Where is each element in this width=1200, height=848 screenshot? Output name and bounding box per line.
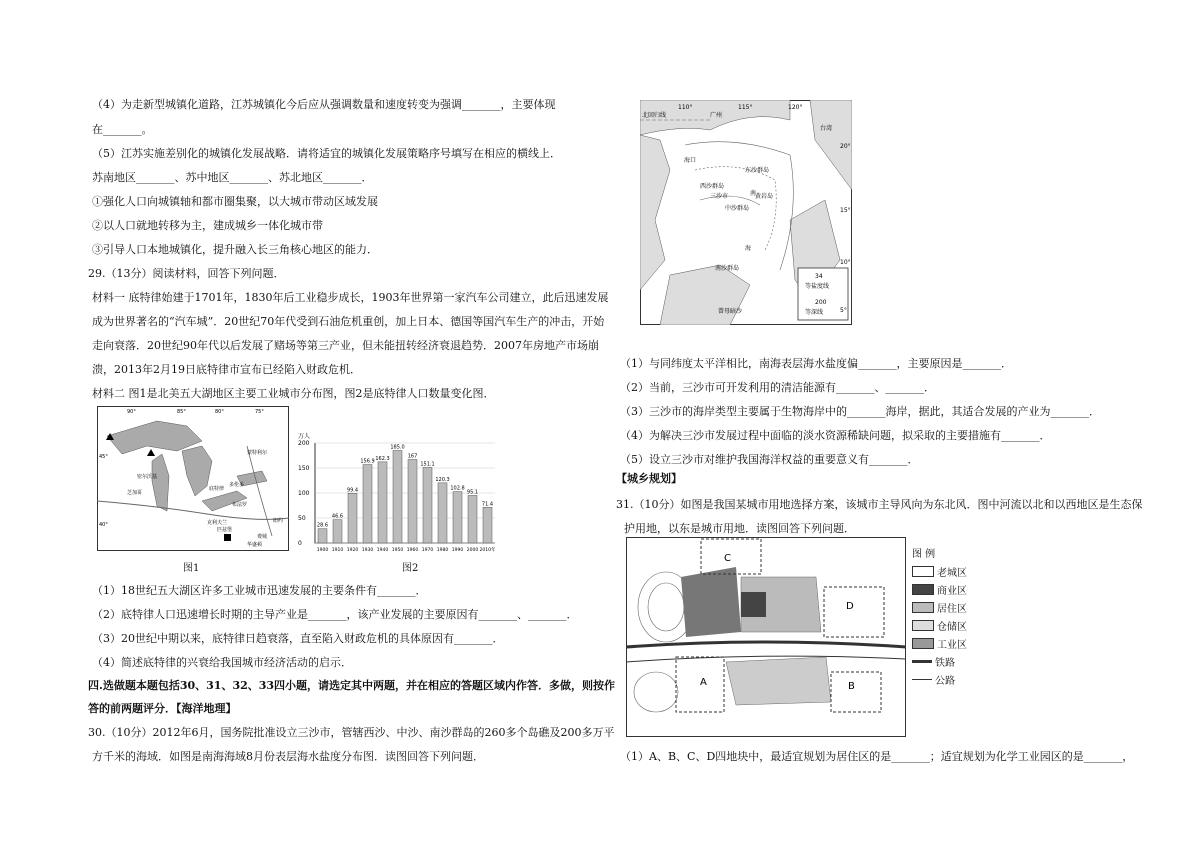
map-place-label: 北回归线 — [642, 112, 667, 119]
legend-label: 居住区 — [937, 604, 967, 615]
chart-value-label: 156.9 — [360, 458, 375, 465]
map-axis-label: 110° — [678, 104, 693, 111]
chart-bar — [438, 483, 447, 543]
axis-label: 85° — [177, 409, 186, 415]
city-label: 密尔沃基 — [137, 474, 158, 480]
axis-label: 90° — [127, 409, 136, 415]
city-map-legend — [912, 545, 992, 690]
chart-y-tick: 50 — [298, 515, 306, 522]
chart-y-tick: 200 — [298, 440, 310, 447]
chart-value-label: 99.4 — [346, 487, 359, 494]
legend-label: 公路 — [935, 676, 955, 687]
legend-label: 老城区 — [937, 568, 967, 579]
text-line: 材料二 图1是北美五大湖地区主要工业城市分布图，图2是底特律人口数量变化图． — [92, 387, 495, 400]
text-line: 31.（10分）如图是我国某城市用地选择方案，该城市主导风向为东北风．图中河流以北和以西地区是生态保 — [616, 498, 1143, 511]
block-c-label: C — [724, 553, 731, 564]
legend-swatch — [912, 566, 934, 577]
map-axis-label: 10° — [840, 259, 851, 266]
legend-label: 仓储区 — [937, 622, 967, 633]
city-label: 多伦多 — [229, 482, 245, 488]
chart-x-tick: 1920 — [346, 548, 359, 553]
text-line: （4）为走新型城镇化道路，江苏城镇化今后应从强调数量和速度转变为强调_______，主要体现 — [92, 98, 556, 111]
chart-y-tick: 150 — [298, 465, 310, 472]
text-line: （5）设立三沙市对维护我国海洋权益的重要意义有_______． — [620, 453, 919, 466]
axis-label: 45° — [99, 454, 108, 460]
map-axis-label: 5° — [840, 307, 847, 314]
chart-value-label: 120.3 — [435, 476, 450, 483]
legend-item — [912, 672, 992, 687]
chart-bar — [453, 492, 462, 543]
map-place-label: 南沙群岛 — [715, 265, 740, 272]
chart-y-tick: 100 — [298, 490, 310, 497]
text-line: （1）与同纬度太平洋相比，南海表层海水盐度偏_______，主要原因是_______． — [620, 357, 1012, 370]
chart-value-label: 102.8 — [450, 485, 465, 492]
map-place-label: 台湾 — [820, 125, 833, 132]
map-place-label: 南 — [750, 190, 757, 197]
chart-x-tick: 1970 — [421, 548, 434, 553]
axis-label: 75° — [255, 409, 264, 415]
chart-x-tick: 1960 — [406, 548, 419, 553]
figure-1-caption: 图1 — [183, 563, 200, 574]
chart-bar — [393, 451, 402, 544]
legend-swatch — [912, 679, 932, 680]
map-axis-label: 115° — [738, 104, 753, 111]
text-line: （2）当前，三沙市可开发利用的清洁能源有_______、_______． — [620, 381, 935, 394]
text-line: （2）底特律人口迅速增长时期的主导产业是_______，该产业发展的主要原因有_______、_______． — [92, 608, 578, 621]
chart-value-label: 71.4 — [481, 501, 494, 508]
map-place-label: 三沙市 — [710, 193, 729, 200]
legend-swatch — [912, 620, 934, 631]
chart-x-tick: 1910 — [331, 548, 344, 553]
city-label: 布法罗 — [232, 502, 248, 508]
old-town-area — [681, 567, 741, 637]
map-legend-label: 等深线 — [805, 309, 824, 316]
legend-item — [912, 600, 992, 615]
chart-bar — [483, 507, 492, 543]
legend-label: 商业区 — [937, 586, 967, 597]
map-place-label: 海口 — [684, 157, 697, 164]
city-label: 费城 — [257, 534, 268, 540]
text-line: 护用地，以东是城市用地．读图回答下列问题． — [624, 522, 855, 535]
legend-swatch — [912, 660, 932, 663]
map-place-label: 曾母暗沙 — [718, 308, 743, 315]
text-line: 溃，2013年2月19日底特律市宣布已经陷入财政危机． — [92, 363, 361, 376]
text-line: 在_______。 — [92, 123, 153, 136]
map-legend-label: 34 — [815, 273, 823, 280]
figure-2-caption: 图2 — [402, 563, 419, 574]
legend-title: 图 例 — [912, 549, 936, 560]
chart-bar — [333, 520, 342, 543]
chart-bar — [318, 529, 327, 543]
text-line: 成为世界著名的“汽车城”．20世纪70年代受到石油危机重创，加上日本、德国等国汽车生产的冲击，开始 — [92, 315, 605, 328]
legend-item — [912, 618, 992, 633]
map-place-label: 广州 — [710, 112, 723, 119]
block-d-label: D — [846, 601, 854, 612]
legend-item — [912, 636, 992, 651]
chart-x-tick: 1940 — [376, 548, 389, 553]
chart-x-tick: 1950 — [391, 548, 404, 553]
text-line: 方千米的海域．如图是南海海域8月份表层海水盐度分布图．读图回答下列问题． — [92, 750, 484, 763]
chart-bar — [408, 460, 417, 544]
legend-label: 铁路 — [935, 658, 955, 669]
city-label: 纽约 — [273, 518, 284, 524]
chart-value-label: 185.0 — [390, 444, 405, 451]
legend-item — [912, 582, 992, 597]
chart-value-label: 95.1 — [466, 489, 479, 496]
chart-y-tick: 0 — [298, 540, 302, 547]
city-label: 底特律 — [209, 486, 225, 492]
text-line: （3）20世纪中期以来，底特律日趋衰落，直至陷入财政危机的具体原因有_______． — [92, 632, 504, 645]
city-label: 蒙特利尔 — [247, 450, 268, 456]
block-b-label: B — [848, 681, 855, 692]
map-place-label: 东沙群岛 — [745, 167, 770, 174]
chart-x-tick: 1930 — [361, 548, 374, 553]
figure-2-population-chart — [290, 428, 500, 558]
square-marker-icon — [224, 534, 231, 541]
chart-value-label: 162.3 — [375, 455, 390, 462]
text-line: 30.（10分）2012年6月，国务院批准设立三沙市，管辖西沙、中沙、南沙群岛的260多个岛礁及200多万平 — [88, 726, 615, 739]
text-line: 走向衰落．20世纪90年代以后发展了赌场等第三产业，但未能扭转经济衰退趋势．2007年房地产市场崩 — [92, 339, 599, 352]
chart-bar — [348, 493, 357, 543]
text-line: ②以人口就地转移为主，建成城乡一体化城市带 — [92, 219, 323, 232]
axis-label: 80° — [215, 409, 224, 415]
map-axis-label: 15° — [840, 207, 851, 214]
city-land-use-map — [626, 537, 906, 737]
chart-x-tick: 2000 — [466, 548, 479, 553]
chart-x-tick: 2010年 — [479, 548, 496, 553]
block-a-label: A — [700, 677, 707, 688]
chart-value-label: 28.6 — [316, 522, 329, 529]
chart-x-tick: 1900 — [316, 548, 329, 553]
section-heading: 四.选做题本题包括30、31、32、33四小题，请选定其中两题，并在相应的答题区域内作答．多做，则按作 — [88, 679, 616, 692]
legend-label: 工业区 — [937, 640, 967, 651]
chart-bar — [378, 462, 387, 543]
chart-value-label: 151.1 — [420, 461, 435, 468]
text-line: ③引导人口本地城镇化，提升融入长三角核心地区的能力． — [92, 243, 378, 256]
chart-bar — [468, 495, 477, 543]
axis-label: 40° — [99, 522, 108, 528]
chart-x-tick: 1990 — [451, 548, 464, 553]
legend-item — [912, 564, 992, 579]
text-line: （3）三沙市的海岸类型主要属于生物海岸中的_______海岸，据此，其适合发展的产业为_______． — [620, 405, 1100, 418]
map-legend-label: 等盐度线 — [805, 283, 830, 290]
map-axis-label: 120° — [788, 104, 803, 111]
city-label: 芝加哥 — [127, 490, 143, 496]
map-legend-label: 200 — [815, 299, 827, 306]
map-axis-label: 20° — [840, 143, 851, 150]
chart-bar — [423, 467, 432, 543]
chart-value-label: 46.6 — [331, 513, 344, 520]
map-place-label: 黄岩岛 — [755, 193, 774, 200]
text-line: （1）A、B、C、D四地块中，最适宜规划为居住区的是_______；适宜规划为化学工业园区的是_______， — [620, 750, 1134, 763]
figure-1-great-lakes-map — [97, 406, 289, 551]
legend-item — [912, 654, 992, 669]
south-china-sea-salinity-map — [640, 100, 852, 325]
legend-swatch — [912, 638, 934, 649]
map-place-label: 海 — [745, 245, 752, 252]
text-line: 苏南地区_______、苏中地区_______、苏北地区_______． — [92, 171, 373, 184]
section-heading: 【城乡规划】 — [616, 472, 682, 485]
chart-value-label: 167 — [407, 453, 418, 460]
text-line: 29.（13分）阅读材料，回答下列问题． — [88, 267, 285, 280]
map-place-label: 中沙群岛 — [725, 205, 750, 212]
city-label: 匹兹堡 — [217, 527, 233, 533]
city-label: 华盛顿 — [247, 542, 263, 548]
city-label: 克利夫兰 — [207, 520, 228, 526]
section-heading: 答的前两题评分．【海洋地理】 — [88, 702, 237, 715]
text-line: （1）18世纪五大湖区许多工业城市迅速发展的主要条件有_______． — [92, 584, 427, 597]
text-line: （4）为解决三沙市发展过程中面临的淡水资源稀缺问题，拟采取的主要措施有_______． — [620, 429, 1051, 442]
text-line: ①强化人口向城镇轴和都市圈集聚，以大城市带动区域发展 — [92, 195, 378, 208]
map-place-label: 西沙群岛 — [700, 183, 725, 190]
chart-bar — [363, 465, 372, 543]
chart-x-tick: 1980 — [436, 548, 449, 553]
legend-swatch — [912, 584, 934, 595]
text-line: （5）江苏实施差别化的城镇化发展战略．请将适宜的城镇化发展策略序号填写在相应的横线上． — [92, 147, 561, 160]
chart-y-axis-label: 万人 — [298, 433, 311, 440]
text-line: （4）简述底特律的兴衰给我国城市经济活动的启示． — [92, 656, 352, 669]
text-line: 材料一 底特律始建于1701年，1830年后工业稳步成长，1903年世界第一家汽车公司建立，此后迅速发展 — [92, 291, 609, 304]
legend-swatch — [912, 602, 934, 613]
